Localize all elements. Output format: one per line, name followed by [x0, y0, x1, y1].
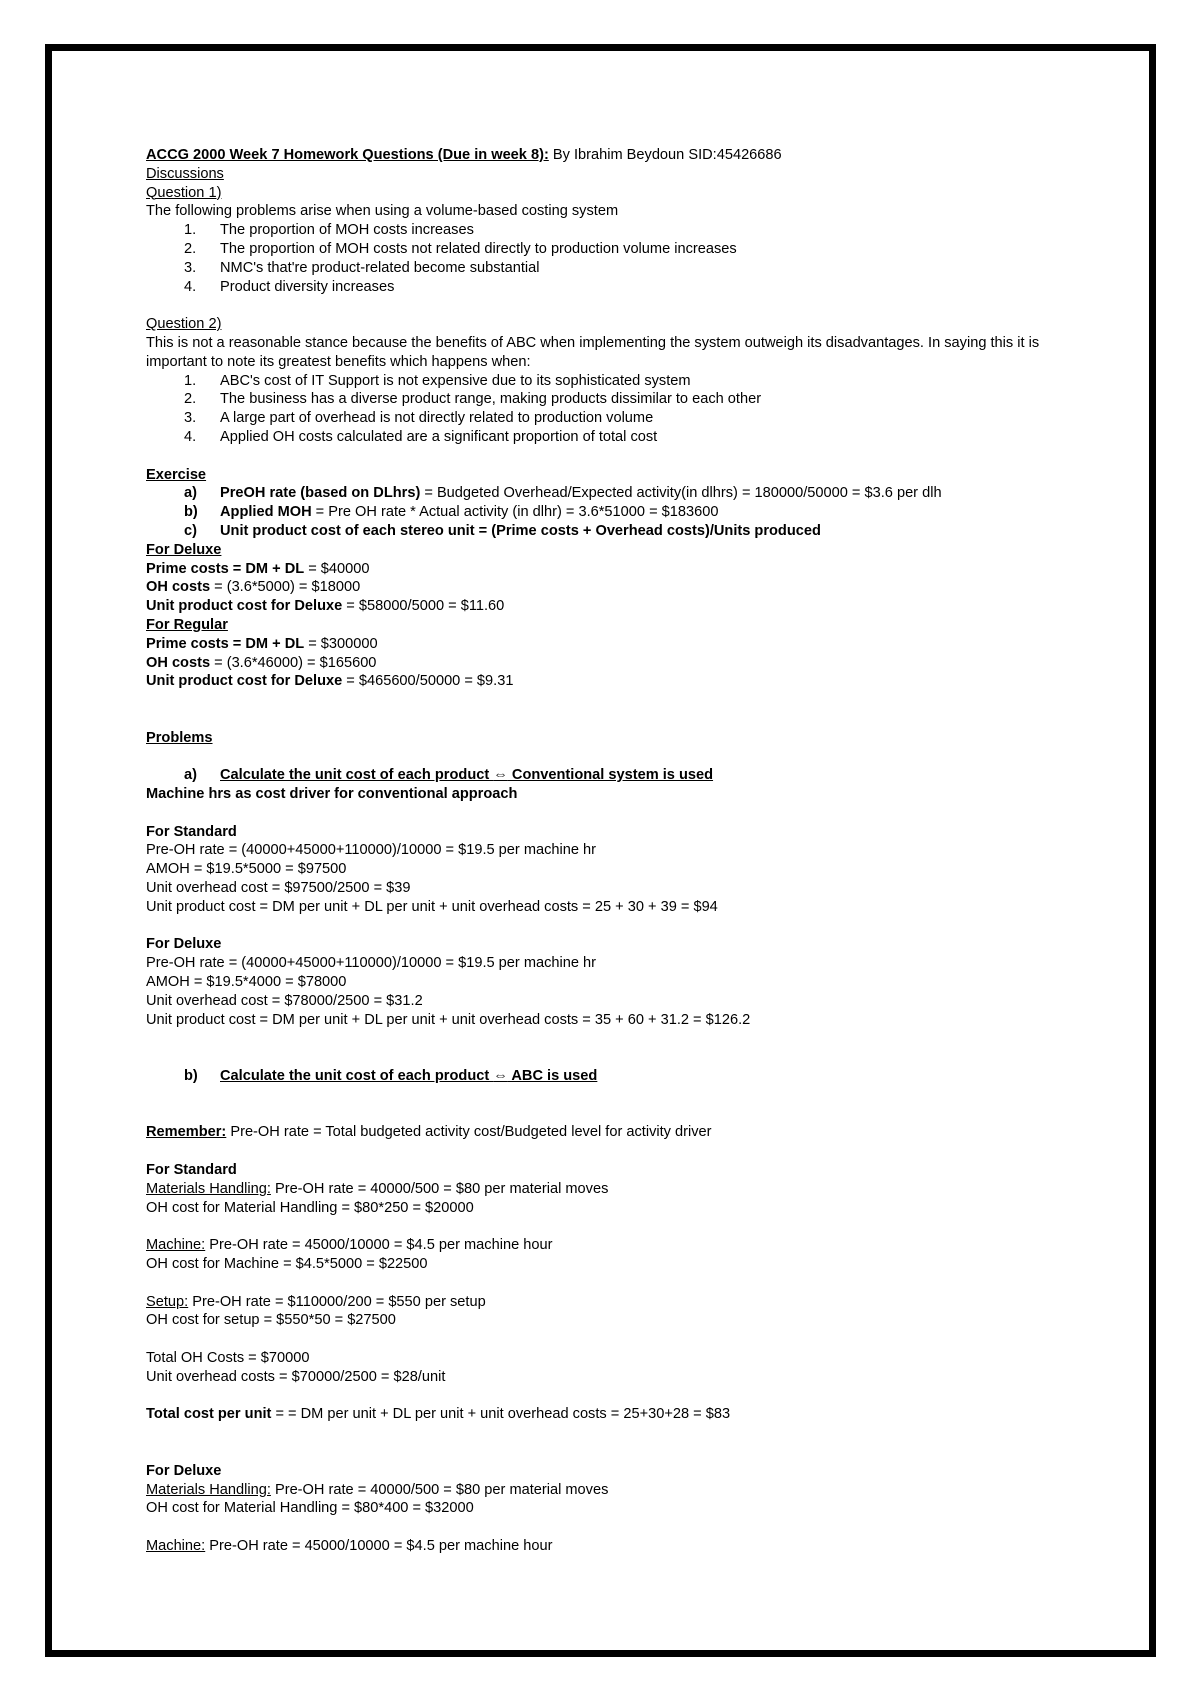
list-text: The business has a diverse product range, making products dissimilar to each other: [220, 391, 762, 408]
problem-b-title: [146, 1067, 1046, 1086]
discussions-heading: Discussions: [146, 165, 224, 182]
label: Unit product cost for Deluxe: [146, 673, 343, 690]
calc-line: Pre-OH rate = (40000+45000+110000)/10000 = $19.5 per machine hr: [146, 842, 597, 859]
conv-standard-heading: For Standard: [146, 823, 237, 840]
exercise-b-text: = Pre OH rate * Actual activity (in dlhr) = 3.6*51000 = $183600: [311, 504, 719, 521]
regular-unit-cost: [146, 672, 1046, 691]
list-number: c): [184, 522, 197, 539]
value: = = DM per unit + DL per unit + unit overhead costs = 25+30+28 = $83: [271, 1406, 731, 1423]
calc-line: Pre-OH rate = (40000+45000+110000)/10000 = $19.5 per machine hr: [146, 955, 597, 972]
question-1-intro: The following problems arise when using a volume-based costing system: [146, 203, 619, 220]
question-2-heading: Question 2): [146, 316, 222, 333]
list-number: 2.: [184, 240, 197, 257]
list-text: The proportion of MOH costs not related directly to production volume increases: [220, 240, 737, 257]
exercise-item-c: [146, 522, 1046, 541]
list-number: a): [184, 485, 197, 502]
list-item: [146, 390, 1046, 409]
title-part: Conventional system is used: [507, 767, 714, 784]
list-number: 2.: [184, 391, 197, 408]
calc-line: [146, 1537, 1046, 1556]
list-number: b): [184, 1068, 198, 1085]
value: Pre-OH rate = 40000/500 = $80 per material moves: [270, 1180, 609, 1197]
value: = $465600/50000 = $9.31: [342, 673, 514, 690]
question-1-heading: Question 1): [146, 184, 222, 201]
calc-line: [146, 1180, 1046, 1199]
exercise-a-text: = Budgeted Overhead/Expected activity(in dlhrs) = 180000/50000 = $3.6 per dlh: [420, 485, 942, 502]
label: Prime costs = DM + DL: [146, 635, 305, 652]
calc-line: OH cost for Material Handling = $80*250 = $20000: [146, 1199, 474, 1216]
exercise-heading: Exercise: [146, 466, 207, 483]
total-cost-line: [146, 1405, 1046, 1424]
exercise-b-label: Applied MOH: [220, 504, 312, 521]
calc-line: [146, 1293, 1046, 1312]
list-item: [146, 278, 1046, 297]
exercise-c-text: Unit product cost of each stereo unit = (Prime costs + Overhead costs)/Units produced: [220, 522, 821, 539]
exercise-a-label: PreOH rate (based on DLhrs): [220, 485, 421, 502]
list-number: a): [184, 767, 197, 784]
deluxe-prime-costs: [146, 560, 1046, 579]
label: Unit product cost for Deluxe: [146, 598, 343, 615]
calc-line: Unit overhead cost = $78000/2500 = $31.2: [146, 992, 423, 1009]
calc-line: OH cost for Material Handling = $80*400 = $32000: [146, 1500, 474, 1517]
calc-line: [146, 1481, 1046, 1500]
label: Prime costs = DM + DL: [146, 560, 305, 577]
calc-line: OH cost for setup = $550*50 = $27500: [146, 1312, 396, 1329]
calc-line: AMOH = $19.5*5000 = $97500: [146, 861, 347, 878]
list-number: 3.: [184, 259, 197, 276]
calc-line: Total OH Costs = $70000: [146, 1350, 310, 1366]
label: Remember:: [146, 1124, 227, 1141]
problem-a-subtitle: Machine hrs as cost driver for conventional approach: [146, 786, 518, 803]
double-arrow-icon: ⇔: [493, 1068, 508, 1085]
value: = $40000: [304, 560, 370, 577]
deluxe-oh-costs: [146, 578, 1046, 597]
label: Total cost per unit: [146, 1406, 272, 1423]
value: Pre-OH rate = 45000/10000 = $4.5 per machine hour: [205, 1237, 553, 1254]
double-arrow-icon: ⇔: [493, 767, 508, 784]
list-item: [146, 409, 1046, 428]
author-line: By Ibrahim Beydoun SID:45426686: [548, 147, 782, 163]
value: = $58000/5000 = $11.60: [342, 598, 505, 615]
remember-line: [146, 1123, 1046, 1142]
list-number: 1.: [184, 222, 197, 239]
problems-heading: Problems: [146, 729, 213, 746]
regular-prime-costs: [146, 635, 1046, 654]
exercise-item-b: [146, 503, 1046, 522]
list-item: [146, 428, 1046, 447]
list-text: Product diversity increases: [220, 278, 395, 295]
abc-deluxe-heading: For Deluxe: [146, 1462, 222, 1479]
title-part: Calculate the unit cost of each product: [220, 1068, 494, 1085]
list-item: [146, 221, 1046, 240]
document-title: ACCG 2000 Week 7 Homework Questions (Due in week 8):: [146, 147, 549, 163]
value: = (3.6*5000) = $18000: [210, 579, 361, 596]
value: Pre-OH rate = 45000/10000 = $4.5 per machine hour: [205, 1537, 553, 1554]
label: OH costs: [146, 654, 211, 671]
calc-line: Unit product cost = DM per unit + DL per unit + unit overhead costs = 35 + 60 + 31.2 = $126.2: [146, 1011, 751, 1028]
value: Pre-OH rate = Total budgeted activity cost/Budgeted level for activity driver: [226, 1124, 712, 1141]
calc-line: OH cost for Machine = $4.5*5000 = $22500: [146, 1256, 428, 1273]
calc-line: Unit overhead costs = $70000/2500 = $28/unit: [146, 1368, 446, 1385]
list-item: [146, 240, 1046, 259]
deluxe-heading: For Deluxe: [146, 541, 222, 558]
list-text: ABC's cost of IT Support is not expensive due to its sophisticated system: [220, 372, 691, 389]
label: Machine:: [146, 1537, 206, 1554]
value: Pre-OH rate = 40000/500 = $80 per material moves: [270, 1481, 609, 1498]
title-part: Calculate the unit cost of each product: [220, 767, 494, 784]
calc-line: Unit overhead cost = $97500/2500 = $39: [146, 880, 411, 897]
label: Materials Handling:: [146, 1180, 271, 1197]
list-number: 1.: [184, 372, 197, 389]
document-title-line: [146, 146, 1046, 165]
label: Machine:: [146, 1237, 206, 1254]
calc-line: AMOH = $19.5*4000 = $78000: [146, 974, 347, 991]
conv-deluxe-heading: For Deluxe: [146, 936, 222, 953]
exercise-item-a: [146, 484, 1046, 503]
label: OH costs: [146, 579, 211, 596]
list-item: [146, 259, 1046, 278]
label: Setup:: [146, 1293, 189, 1310]
title-part: ABC is used: [507, 1068, 598, 1085]
list-item: [146, 372, 1046, 391]
value: Pre-OH rate = $110000/200 = $550 per setup: [188, 1293, 486, 1310]
regular-heading: For Regular: [146, 616, 228, 633]
regular-oh-costs: [146, 654, 1046, 673]
question-2-intro: This is not a reasonable stance because the benefits of ABC when implementing the system outweigh its disadvantages. In saying this it is important to note its greatest benefits which happens when:: [146, 334, 1040, 370]
abc-standard-heading: For Standard: [146, 1162, 237, 1179]
list-number: 3.: [184, 410, 197, 427]
problem-a-title: [146, 766, 1046, 785]
list-text: NMC's that're product-related become substantial: [220, 259, 540, 276]
value: = (3.6*46000) = $165600: [210, 654, 377, 671]
label: Materials Handling:: [146, 1481, 271, 1498]
deluxe-unit-cost: [146, 597, 1046, 616]
list-text: Applied OH costs calculated are a significant proportion of total cost: [220, 428, 658, 445]
list-text: The proportion of MOH costs increases: [220, 222, 474, 239]
calc-line: [146, 1236, 1046, 1255]
value: = $300000: [304, 635, 378, 652]
list-number: b): [184, 504, 198, 521]
document-body: [146, 146, 1046, 1556]
list-text: A large part of overhead is not directly related to production volume: [220, 410, 654, 427]
list-number: 4.: [184, 428, 197, 445]
calc-line: Unit product cost = DM per unit + DL per unit + unit overhead costs = 25 + 30 + 39 = $94: [146, 898, 718, 915]
list-number: 4.: [184, 278, 197, 295]
